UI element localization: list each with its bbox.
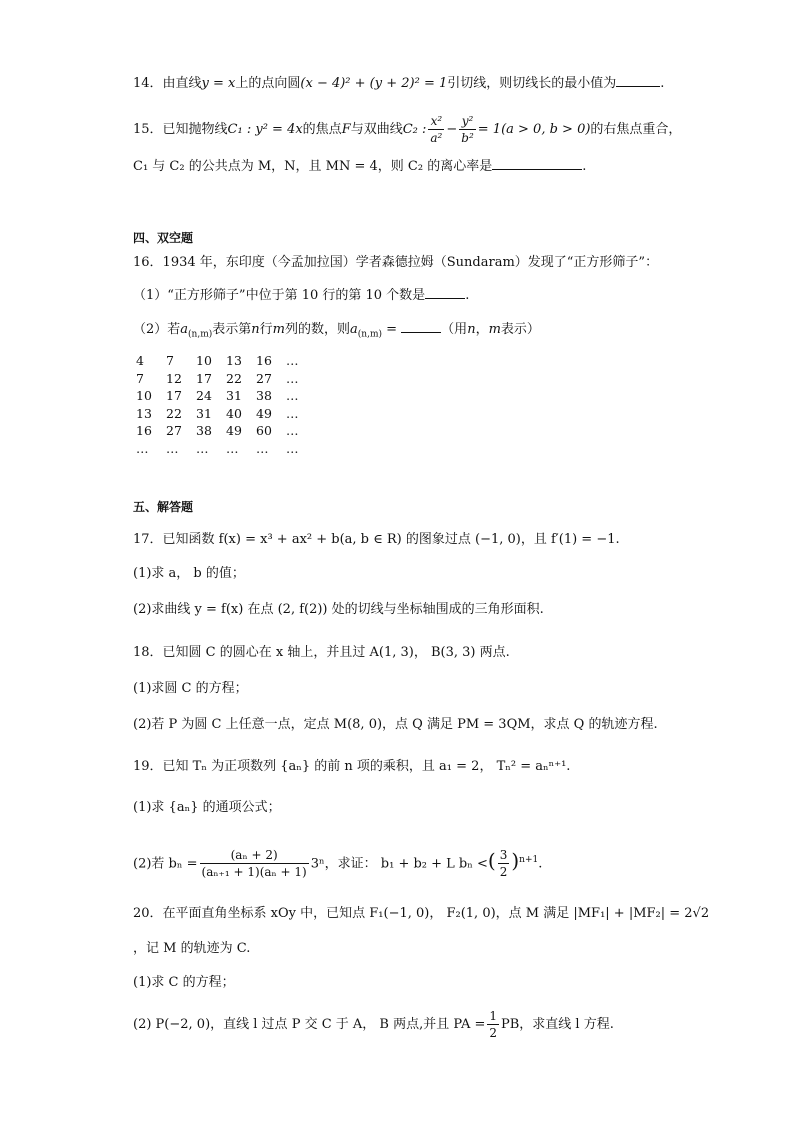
question-15-line1: 15．已知抛物线C₁ : y² = 4x的焦点F与双曲线C₂ : $\frac{\text{x²}}{\text{a²}}$ − $\frac{\text{y²}}{\text{b²}}$ = 1(a > 0, b > 0)的右焦点重合， [133,114,682,145]
question-20-part2: (2) P(−2, 0)，直线 l 过点 P 交 C 于 A， B 两点,并且 PA = $\frac{1}{2}$ PB，求直线 l 方程. [133,1009,614,1040]
question-16-part1: （1）“正方形筛子”中位于第 10 行的第 10 个数是 . [133,288,470,303]
question-19-part1: (1)求 {aₙ} 的通项公式； [133,800,281,815]
q15-answer-blank[interactable] [492,157,582,170]
grid-cell: 27 [256,370,272,386]
grid-row [136,405,316,423]
grid-cell: … [286,405,299,421]
grid-cell: … [286,440,299,456]
grid-cell: 22 [226,370,242,386]
grid-cell: 24 [196,388,212,403]
grid-cell: 12 [166,370,182,386]
grid-cell: … [166,440,179,456]
question-19-part2: (2)若 bₙ = $\frac{\text{(aₙ + 2)}}{\text{(aₙ₊₁ + 1)(aₙ + 1)}}$ 3ⁿ，求证： b₁ + b₂ + L bₙ <( $\frac{3}{2}$ )$^{n+1}$. [133,848,543,880]
q15-mid2: 与双曲线 [350,122,403,137]
q14-circle-eq: (x − 4)² + (y + 2)² = 1 [300,76,448,91]
grid-cell: 10 [196,353,212,368]
question-16-intro: 16．1934 年，东印度（今孟加拉国）学者森德拉姆（Sundaram）发现了“正方形筛子”： [133,255,659,270]
q15-frac1: $\frac{\text{x²}}{\text{a²}}$ [430,114,443,145]
section-5-title: 五、解答题 [133,500,194,514]
q15-focus: F [341,122,351,137]
grid-cell: 22 [166,405,182,421]
grid-cell: … [286,370,299,386]
grid-cell: 13 [226,353,242,368]
grid-cell: … [286,353,299,368]
q19-fraction: $\frac{\text{(aₙ + 2)}}{\text{(aₙ₊₁ + 1)(aₙ + 1)}}$ [201,848,307,880]
q15-hyperbola-name: C₂ : [402,122,427,137]
q20-one-half: $\frac{1}{2}$ [489,1009,497,1040]
question-14 [133,74,664,94]
grid-cell: 27 [166,423,182,438]
grid-row [136,422,316,440]
q15-prefix: 15．已知抛物线 [133,122,228,137]
section-4-title: 四、双空题 [133,231,194,245]
question-18-part2: (2)若 P 为圆 C 上任意一点，定点 M(8, 0)，点 Q 满足 PM = 3QM，求点 Q 的轨迹方程. [133,717,658,732]
q14-prefix: 14．由直线 [133,76,202,91]
question-20: 20．在平面直角坐标系 xOy 中，已知点 F₁(−1, 0)， F₂(1, 0)，点 M 满足 |MF₁| + |MF₂| = 2√2 [133,906,710,921]
grid-cell: 17 [166,388,182,403]
square-sieve-grid [136,352,316,457]
q15-frac2: $\frac{\text{y²}}{\text{b²}}$ [461,114,474,145]
grid-cell: … [196,440,209,456]
question-20-cont: ，记 M 的轨迹为 C. [133,941,251,956]
q16-part2-blank[interactable] [401,320,441,333]
grid-cell: 60 [256,423,272,438]
q14-end: . [660,76,665,91]
grid-cell: 38 [256,388,272,403]
grid-cell: 40 [226,405,242,421]
grid-cell: 31 [196,405,212,421]
q15-suffix: 的右焦点重合， [590,122,682,137]
grid-cell: … [286,423,299,438]
question-19: 19．已知 Tₙ 为正项数列 {aₙ} 的前 n 项的乘积，且 a₁ = 2， Tₙ² = aₙⁿ⁺¹. [133,759,571,774]
q15-parabola: C₁ : y² = 4x [227,122,303,137]
q15-line2-text: C₁ 与 C₂ 的公共点为 M，N，且 MN = 4，则 C₂ 的离心率是 [133,159,493,174]
grid-cell: 10 [136,388,152,403]
question-18: 18．已知圆 C 的圆心在 x 轴上，并且过 A(1, 3)， B(3, 3) 两点. [133,645,510,660]
q14-answer-blank[interactable] [616,74,660,87]
grid-cell: 7 [136,370,144,386]
q14-suffix: 引切线，则切线长的最小值为 [447,76,617,91]
question-20-part1: (1)求 C 的方程； [133,975,235,990]
grid-cell: 16 [136,423,152,438]
question-17-part1: (1)求 a， b 的值； [133,566,245,581]
question-15-line2: C₁ 与 C₂ 的公共点为 M，N，且 MN = 4，则 C₂ 的离心率是 . [133,159,587,174]
grid-row [136,440,316,458]
grid-cell: 7 [166,353,174,368]
grid-cell: 13 [136,405,152,421]
grid-cell: … [136,440,149,456]
q19-three-halves: $\frac{3}{2}$ [499,848,508,880]
q15-mid: 的焦点 [302,122,342,137]
grid-cell: … [256,440,269,456]
q16-part1-blank[interactable] [425,286,465,299]
grid-row [136,352,316,370]
question-17: 17．已知函数 f(x) = x³ + ax² + b(a, b ∈ R) 的图象过点 (−1, 0)，且 f′(1) = −1. [133,532,620,547]
grid-cell: 16 [256,353,272,368]
question-18-part1: (1)求圆 C 的方程； [133,681,248,696]
grid-cell: … [286,388,299,403]
grid-cell: 17 [196,370,212,386]
grid-cell: … [226,440,239,456]
q14-middle: 上的点向圆 [235,76,301,91]
grid-row [136,387,316,405]
question-17-part2: (2)求曲线 y = f(x) 在点 (2, f(2)) 处的切线与坐标轴围成的三角形面积. [133,602,544,617]
grid-row [136,370,316,388]
grid-cell: 49 [226,423,242,438]
grid-cell: 31 [226,388,242,403]
q15-hyperbola-rest: = 1(a > 0, b > 0) [477,122,591,137]
grid-cell: 4 [136,353,144,368]
grid-cell: 38 [196,423,212,438]
grid-cell: 49 [256,405,272,421]
question-16-part2: （2）若$a_{(n,m)}$表示第n行m列的数，则$a_{(n,m)}$ = （用n，m表示） [133,322,540,340]
q14-line-eq: y = x [201,76,236,91]
